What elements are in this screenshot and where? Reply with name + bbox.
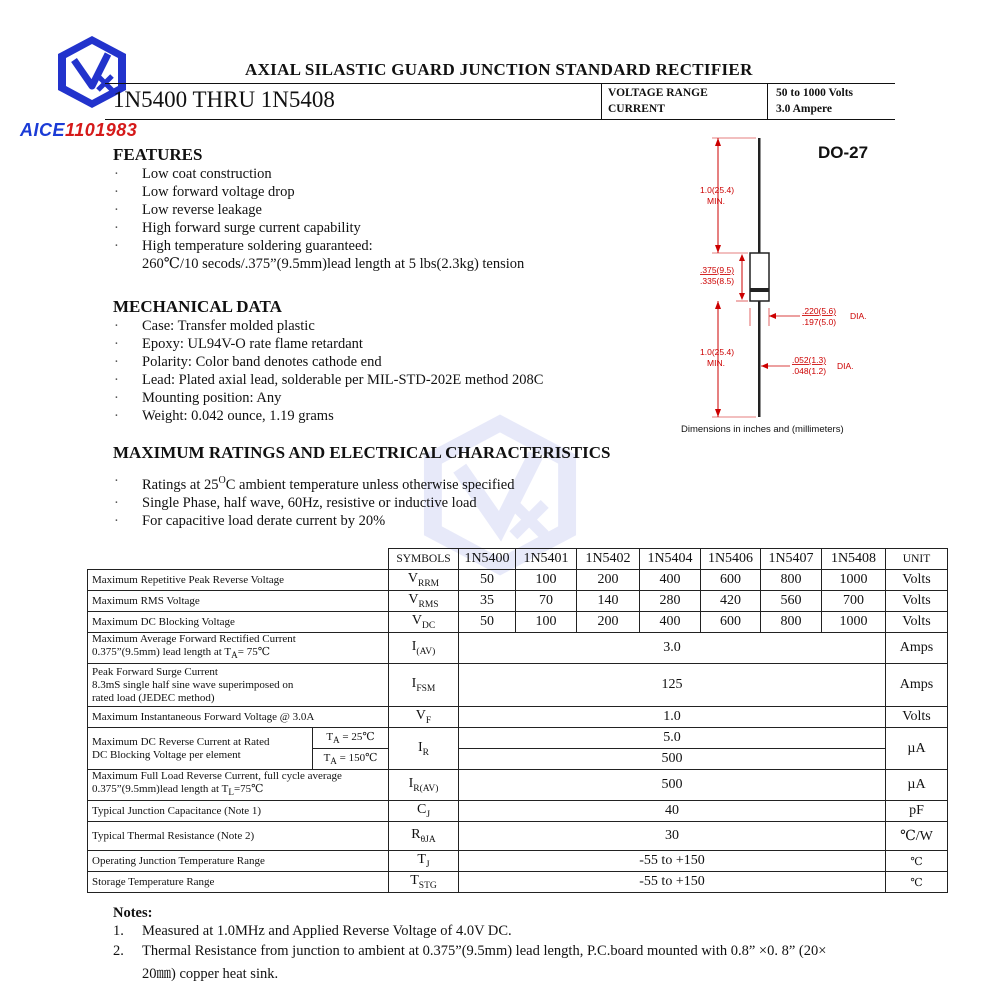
lead-diameter-min: .048(1.2): [792, 366, 827, 376]
list-item: · Low forward voltage drop: [114, 183, 524, 201]
cathode-band: [750, 288, 769, 292]
diagram-caption: Dimensions in inches and (millimeters): [681, 424, 844, 435]
mechanical-list: [114, 317, 543, 425]
notes-heading: Notes:: [113, 905, 153, 921]
table-row: Storage Temperature Range $T_{STG}$ -55 to +150 ℃: [88, 872, 948, 893]
table-row: $T_A$ = 150℃ 500: [88, 749, 948, 770]
table-row: Operating Junction Temperature Range $T_J$ -55 to +150 ℃: [88, 851, 948, 872]
header-bottom-rule: [105, 119, 895, 120]
table-row: Typical Junction Capacitance (Note 1) $C_J$ 40 pF: [88, 801, 948, 822]
table-row: Maximum DC Blocking Voltage $V_{DC}$ 50 100 200 400 600 800 1000 Volts: [88, 612, 948, 633]
ratings-table: [87, 548, 948, 893]
note-text-continuation: 20㎜) copper heat sink.: [142, 966, 279, 982]
lead-diameter-max: .052(1.3): [792, 355, 827, 365]
voltage-range-label: VOLTAGE RANGE: [608, 87, 708, 99]
list-item: · For capacitive load derate current by 20%: [114, 512, 514, 530]
table-row: Maximum Full Load Reverse Current, full cycle average 0.375”(9.5mm)lead length at $T_L=75℃$ $I_{R(AV)}$ 500 µA: [88, 770, 948, 801]
header-divider: [767, 84, 768, 120]
list-item: · Case: Transfer molded plastic: [114, 317, 543, 335]
list-item: · High temperature soldering guaranteed:: [114, 237, 524, 255]
part-header: 1N5402: [577, 549, 640, 570]
mechanical-heading: MECHANICAL DATA: [113, 297, 282, 316]
part-header: 1N5408: [822, 549, 886, 570]
list-item: · Low coat construction: [114, 165, 524, 183]
list-item: · Polarity: Color band denotes cathode end: [114, 353, 543, 371]
list-item-continuation: 260℃/10 secods/.375”(9.5mm)lead length at 5 lbs(2.3kg) tension: [142, 256, 525, 272]
lead-top: [758, 138, 761, 253]
body-length-max: .375(9.5): [700, 265, 735, 275]
table-row: Typical Thermal Resistance (Note 2) $R_{\theta JA}$ 30 ℃/W: [88, 822, 948, 851]
part-header: 1N5401: [516, 549, 577, 570]
symbols-header: SYMBOLS: [389, 549, 459, 570]
list-item: · Ratings at $25^OC$ ambient temperature unless otherwise specified: [114, 472, 514, 494]
list-item: · Single Phase, half wave, 60Hz, resistive or inductive load: [114, 494, 514, 512]
note-text: Thermal Resistance from junction to ambient at 0.375”(9.5mm) lead length, P.C.board mounted with 0.8” ×0. 8” (20×: [142, 943, 827, 959]
lead-bottom: [758, 301, 761, 417]
voltage-range-value: 50 to 1000 Volts: [776, 87, 853, 99]
lead-bottom-min: MIN.: [707, 358, 725, 368]
part-range: 1N5400 THRU 1N5408: [113, 87, 335, 112]
note-text: Measured at 1.0MHz and Applied Reverse Voltage of 4.0V DC.: [142, 923, 512, 939]
list-item: · Lead: Plated axial lead, solderable per MIL-STD-202E method 208C: [114, 371, 543, 389]
list-item: · Weight: 0.042 ounce, 1.19 grams: [114, 407, 543, 425]
body-diameter-min: .197(5.0): [802, 317, 837, 327]
current-value: 3.0 Ampere: [776, 103, 833, 115]
diode-body: [750, 253, 769, 301]
part-header: 1N5404: [640, 549, 701, 570]
table-row: Maximum RMS Voltage $V_{RMS}$ 35 70 140 280 420 560 700 Volts: [88, 591, 948, 612]
header-divider: [601, 84, 602, 120]
list-item: · Epoxy: UL94V-O rate flame retardant: [114, 335, 543, 353]
note-number: 1.: [113, 923, 124, 939]
current-label: CURRENT: [608, 103, 665, 115]
lead-dia-label: DIA.: [837, 361, 854, 371]
lead-top-length: 1.0(25.4): [700, 185, 735, 195]
list-item: · Mounting position: Any: [114, 389, 543, 407]
lead-top-min: MIN.: [707, 196, 725, 206]
package-dimension-diagram: [680, 130, 910, 425]
ratings-conditions: [114, 472, 514, 530]
lead-bottom-length: 1.0(25.4): [700, 347, 735, 357]
body-length-min: .335(8.5): [700, 276, 735, 286]
body-diameter-max: .220(5.6): [802, 306, 837, 316]
table-header-row: [88, 549, 948, 570]
body-dia-label: DIA.: [850, 311, 867, 321]
ratings-heading: MAXIMUM RATINGS AND ELECTRICAL CHARACTERISTICS: [113, 443, 611, 462]
document-title: AXIAL SILASTIC GUARD JUNCTION STANDARD RECTIFIER: [245, 60, 753, 79]
part-header: 1N5407: [761, 549, 822, 570]
list-item: · High forward surge current capability: [114, 219, 524, 237]
table-row: Maximum Instantaneous Forward Voltage @ 3.0A $V_F$ 1.0 Volts: [88, 707, 948, 728]
features-list: [114, 165, 524, 273]
unit-header: UNIT: [886, 549, 948, 570]
table-row: Peak Forward Surge Current 8.3mS single half sine wave superimposed on rated load (JEDEC method) $I_{FSM}$ 125 Amps: [88, 664, 948, 707]
part-header: 1N5406: [701, 549, 761, 570]
brand-logo-text: AICE1101983: [20, 120, 138, 140]
note-number: 2.: [113, 943, 124, 959]
features-heading: FEATURES: [113, 145, 203, 164]
part-header: 1N5400: [459, 549, 516, 570]
package-name: DO-27: [818, 143, 869, 162]
title-rule: [105, 83, 895, 84]
table-row: Maximum DC Reverse Current at Rated DC Blocking Voltage per element $T_A$ = 25℃ $I_R$ 5.0 µA: [88, 728, 948, 749]
list-item: · Low reverse leakage: [114, 201, 524, 219]
table-row: Maximum Average Forward Rectified Current 0.375”(9.5mm) lead length at $T_A=$ 75℃ $I_{(AV)}$ 3.0 Amps: [88, 633, 948, 664]
table-row: Maximum Repetitive Peak Reverse Voltage $V_{RRM}$ 50 100 200 400 600 800 1000 Volts: [88, 570, 948, 591]
